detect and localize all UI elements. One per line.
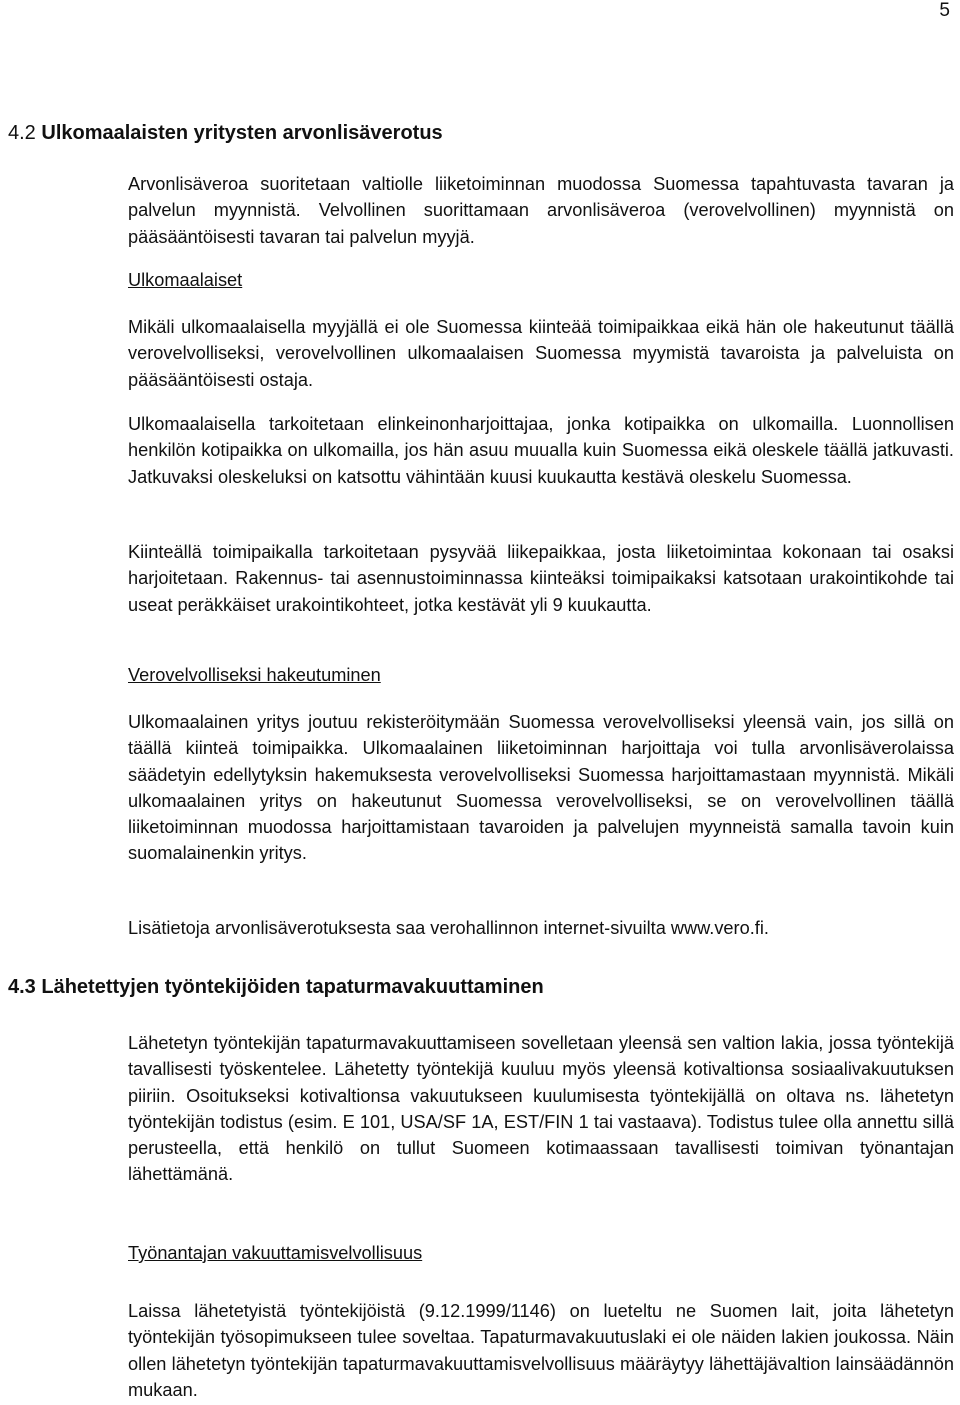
paragraph: Arvonlisäveroa suoritetaan valtiolle liiketoiminnan muodossa Suomessa tapahtuvasta tavaran ja palvelun myynnistä. Velvollinen suorittamaan arvonlisäveroa (verovelvollinen) myynnistä on pääsääntöisesti tavaran tai palvelun myyjä. [128, 174, 954, 247]
paragraph-block [128, 709, 954, 867]
section-heading-4-3 [8, 974, 544, 1000]
paragraph: Lisätietoja arvonlisäverotuksesta saa verohallinnon internet-sivuilta www.vero.fi. [128, 918, 769, 938]
subheading-tyonantajan-vakuuttamisvelvollisuus: Työnantajan vakuuttamisvelvollisuus [128, 1243, 423, 1263]
paragraph: Kiinteällä toimipaikalla tarkoitetaan pysyvää liikepaikkaa, josta liiketoimintaa kokonaan tai osaksi harjoitetaan. Rakennus- tai asennustoiminnassa kiinteäksi toimipaikaksi katsotaan urakointikohde tai useat peräkkäiset urakointikohteet, jotka kestävät yli 9 kuukautta. [128, 542, 954, 615]
section-title: Ulkomaalaisten yritysten arvonlisäverotus [41, 122, 443, 144]
paragraph: Lähetetyn työntekijän tapaturmavakuuttamiseen sovelletaan yleensä sen valtion lakia, jossa työntekijä tavallisesti työskentelee. Lähetetty työntekijä kuuluu myös yleensä kotivaltionsa sosiaalivakuutuksen piiriin. Osoitukseksi kotivaltionsa vakuutukseen kuulumisesta työntekijällä on oltava ns. lähetetyn työntekijän todistus (esim. E 101, USA/SF 1A, EST/FIN 1 tai vastaava). Todistus tulee olla annettu sillä perusteella, että henkilö on tullut Suomeen kotimaassaan tavallisesti toimivan työnantajan lähettämänä. [128, 1033, 954, 1185]
section-intro-4-3 [128, 1030, 954, 1188]
paragraph-block [128, 539, 954, 618]
section-title: Lähetettyjen työntekijöiden tapaturmavakuuttaminen [41, 976, 544, 998]
paragraph-block [128, 915, 954, 941]
paragraph: Ulkomaalainen yritys joutuu rekisteröitymään Suomessa verovelvolliseksi yleensä vain, jos sillä on täällä kiinteä toimipaikka. Ulkomaalainen liiketoiminnan harjoittaja voi tulla arvonlisäverolaissa säädetyin edellytyksin hakemuksesta verovelvolliseksi Suomessa harjoittamastaan myynnistä. Mikäli ulkomaalainen yritys on hakeutunut Suomessa verovelvolliseksi, se on verovelvollinen täällä liiketoiminnan muodossa harjoittamistaan tavaroiden ja palvelujen myynneistä samalla tavoin kuin suomalainenkin yritys. [128, 712, 954, 864]
subheading-ulkomaalaiset: Ulkomaalaiset [128, 270, 243, 290]
paragraph-block [128, 411, 954, 490]
page-number: 5 [939, 0, 950, 21]
paragraph-block [128, 314, 954, 393]
section-number: 4.2 [8, 122, 36, 144]
subheading-verovelvolliseksi-hakeutuminen: Verovelvolliseksi hakeutuminen [128, 665, 381, 685]
paragraph: Laissa lähetetyistä työntekijöistä (9.12.1999/1146) on lueteltu ne Suomen lait, joita lähetetyn työntekijän työsopimukseen tulee soveltaa. Tapaturmavakuutuslaki ei ole näiden lakien joukossa. Näin ollen lähetetyn työntekijän tapaturmavakuuttamisvelvollisuus määräytyy lähettäjävaltion lainsäädännön mukaan. [128, 1301, 954, 1400]
paragraph: Mikäli ulkomaalaisella myyjällä ei ole Suomessa kiinteää toimipaikkaa eikä hän ole hakeutunut täällä verovelvolliseksi, verovelvollinen ulkomaalaisen Suomessa myymistä tavaroista ja palveluista on pääsääntöisesti ostaja. [128, 317, 954, 390]
paragraph: Ulkomaalaisella tarkoitetaan elinkeinonharjoittajaa, jonka kotipaikka on ulkomailla. Luonnollisen henkilön kotipaikka on ulkomailla, jos hän asuu muualla kuin Suomessa eikä oleskele täällä jatkuvasti. Jatkuvaksi oleskeluksi on katsottu vähintään kuusi kuukautta kestävä oleskelu Suomessa. [128, 414, 954, 487]
section-heading-4-2 [8, 120, 443, 146]
section-intro-4-2 [128, 171, 954, 250]
section-number: 4.3 [8, 976, 36, 998]
paragraph-block [128, 1298, 954, 1403]
